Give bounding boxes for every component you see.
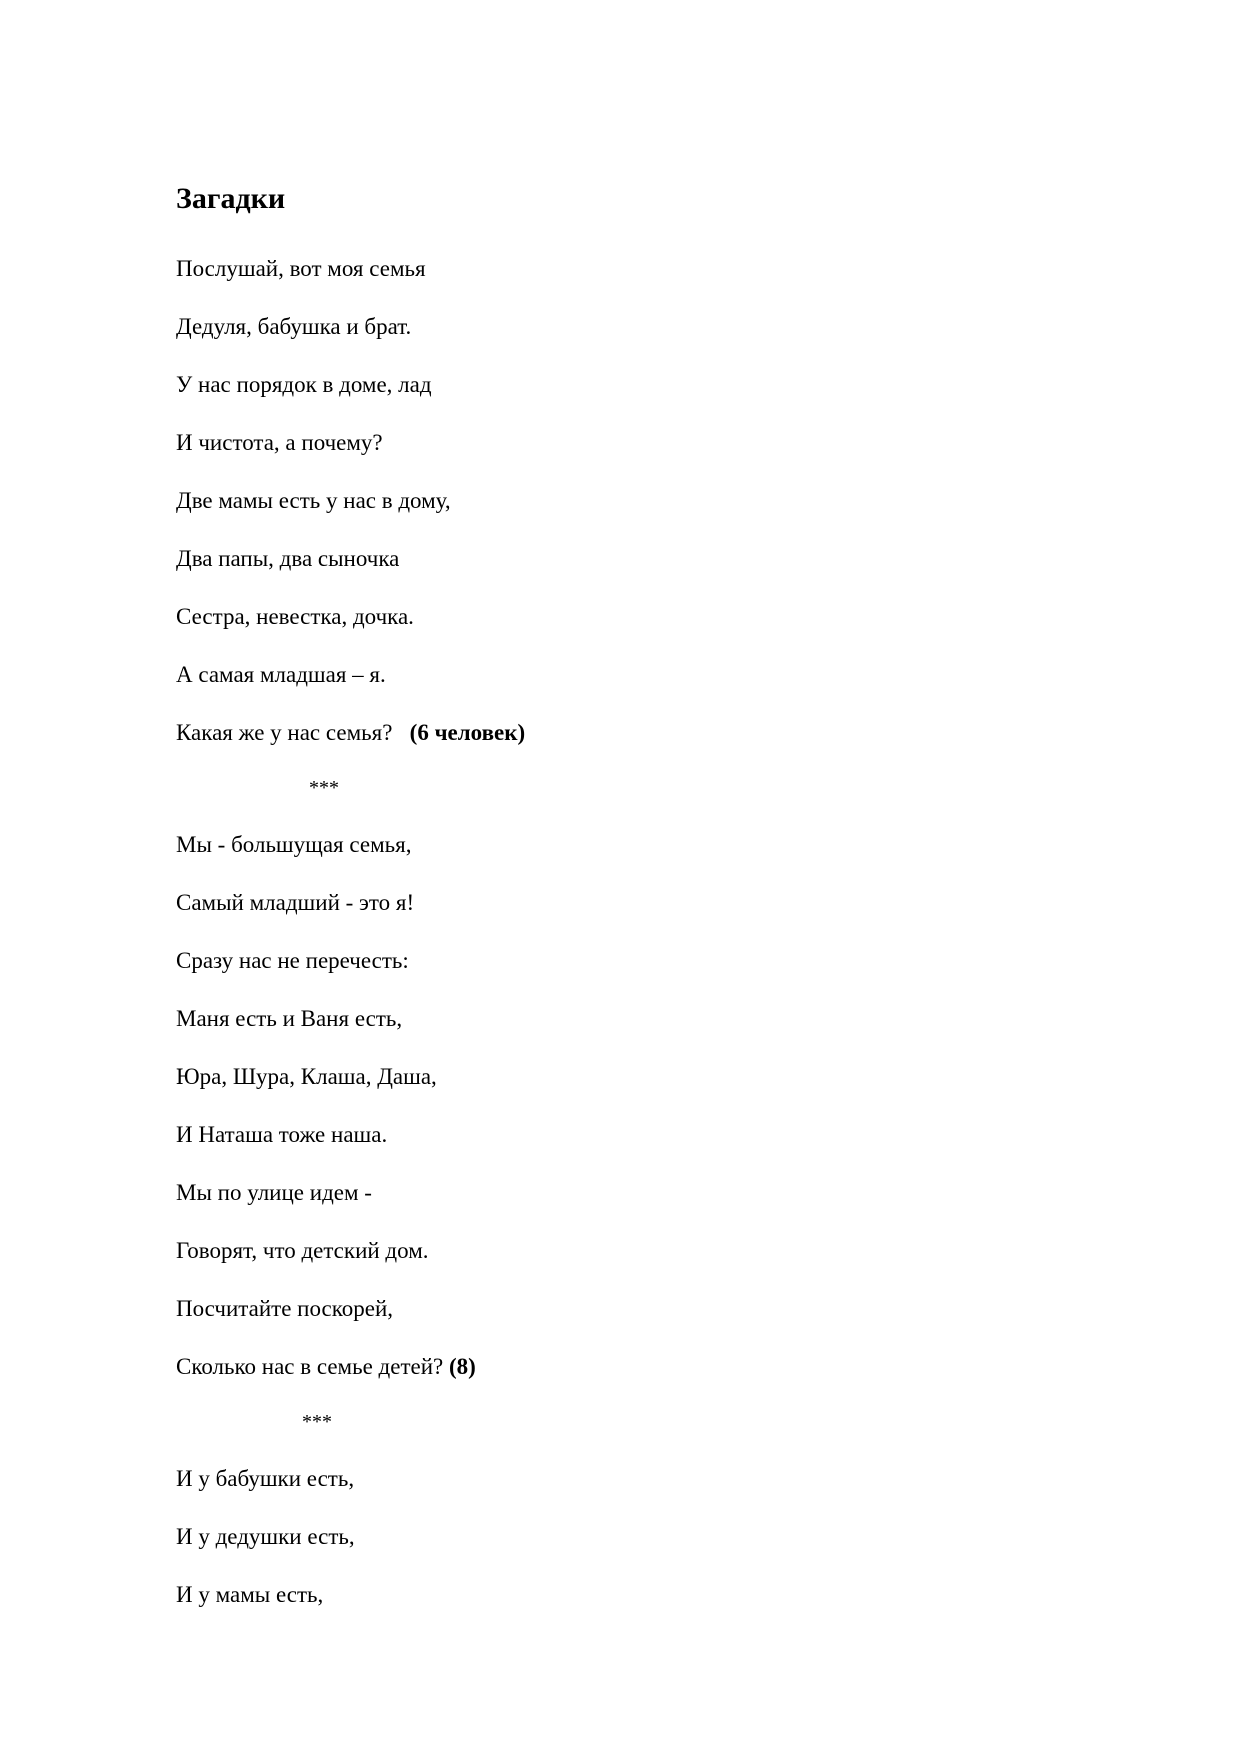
riddle-1-line: Сестра, невестка, дочка. — [176, 604, 414, 629]
page-title: Загадки — [176, 182, 286, 215]
riddle-1-question-line — [176, 721, 525, 744]
riddle-1-line: И чистота, а почему? — [176, 430, 383, 455]
riddle-1-question: Какая же у нас семья? — [176, 720, 393, 745]
riddle-2-question: Сколько нас в семье детей? — [176, 1354, 444, 1379]
riddle-2-line: И Наташа тоже наша. — [176, 1122, 388, 1147]
riddle-1-line: Две мамы есть у нас в дому, — [176, 488, 451, 513]
riddle-3-line: И у дедушки есть, — [176, 1524, 355, 1549]
riddle-2-question-line — [176, 1355, 476, 1378]
riddle-1-line: Послушай, вот моя семья — [176, 256, 426, 281]
riddle-2-line: Говорят, что детский дом. — [176, 1238, 429, 1263]
riddle-2-line: Мы по улице идем - — [176, 1180, 372, 1205]
riddle-1-line: А самая младшая – я. — [176, 662, 386, 687]
riddle-2-line: Самый младший - это я! — [176, 890, 415, 915]
riddle-2-answer: (8) — [449, 1354, 476, 1379]
riddle-2-line: Юра, Шура, Клаша, Даша, — [176, 1064, 437, 1089]
riddle-1-line: Дедуля, бабушка и брат. — [176, 314, 412, 339]
riddle-3-line: И у мамы есть, — [176, 1582, 324, 1607]
separator-1: *** — [309, 777, 339, 799]
riddle-2-line: Мы - большущая семья, — [176, 832, 412, 857]
separator-2: *** — [302, 1411, 332, 1433]
riddle-2-line: Маня есть и Ваня есть, — [176, 1006, 403, 1031]
riddle-1-line: Два папы, два сыночка — [176, 546, 400, 571]
riddle-1-line: У нас порядок в доме, лад — [176, 372, 432, 397]
riddle-2-line: Посчитайте поскорей, — [176, 1296, 394, 1321]
riddle-2-line: Сразу нас не перечесть: — [176, 948, 409, 973]
riddle-3-line: И у бабушки есть, — [176, 1466, 355, 1491]
riddle-1-answer: (6 человек) — [409, 720, 526, 745]
